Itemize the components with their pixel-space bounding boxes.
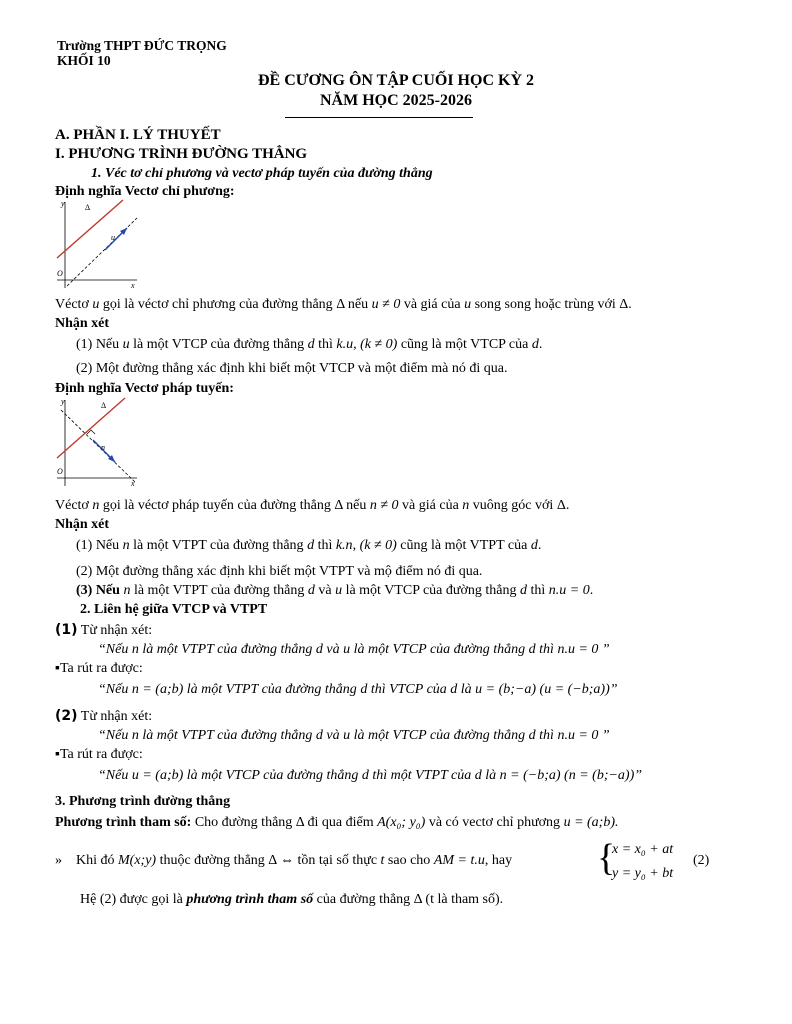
parametric-conclusion: Hệ (2) được gọi là phương trình tham số của đường thẳng Δ (t là tham số). [80, 892, 504, 907]
system-equation-y: y = y₀ + bt [612, 866, 674, 881]
equation-number: (2) [693, 853, 710, 868]
direction-vector-figure [55, 198, 145, 290]
fig2-n-label: n [101, 443, 105, 452]
remark-2-line-2: (2) Một đường thẳng xác định khi biết một VTPT và mộ điểm nó đi qua. [76, 564, 483, 579]
direction-vector-definition: Véctơ u gọi là véctơ chỉ phương của đường thẳng Δ nếu u ≠ 0 và giá của u song song hoặc trùng với Δ. [55, 297, 632, 312]
fig1-x-label: x [131, 281, 135, 290]
relation-quote-3: “Nếu n là một VTPT của đường thẳng d và u là một VTCP của đường thẳng d thì n.u = 0 ” [98, 728, 610, 743]
line-delta [57, 398, 125, 458]
relation-conclusion-2-label: ▪Ta rút ra được: [55, 747, 143, 762]
fig2-x-label: x [131, 479, 135, 488]
relation-observation-1: (1) Từ nhận xét: [55, 622, 153, 638]
fig1-delta-label: Δ [85, 203, 91, 212]
normal-vector-definition: Véctơ n gọi là véctơ pháp tuyến của đường thẳng Δ nếu n ≠ 0 và giá của n vuông góc với Δ. [55, 498, 570, 513]
definition-direction-heading: Định nghĩa Vectơ chỉ phương: [55, 184, 235, 199]
remark-1-line-2: (2) Một đường thẳng xác định khi biết một VTCP và một điểm mà nó đi qua. [76, 361, 508, 376]
remark-1-line-1: (1) Nếu u là một VTCP của đường thẳng d thì k.u, (k ≠ 0) cũng là một VTCP của d. [76, 337, 543, 352]
fig2-origin-label: O [57, 467, 63, 476]
section-a-heading: A. PHẦN I. LÝ THUYẾT [55, 127, 221, 143]
system-brace: { [597, 837, 616, 879]
grade-label: KHỐI 10 [57, 53, 111, 68]
remark-heading-1: Nhận xét [55, 316, 110, 331]
parametric-definition: Phương trình tham số: Cho đường thẳng Δ đi qua điểm A(x₀; y₀) và có vectơ chỉ phương u = (a;b). [55, 815, 619, 830]
relation-quote-1: “Nếu n là một VTPT của đường thẳng d và u là một VTCP của đường thẳng d thì n.u = 0 ” [98, 642, 610, 657]
school-name: Trường THPT ĐỨC TRỌNG [57, 38, 227, 53]
section-i-heading: I. PHƯƠNG TRÌNH ĐƯỜNG THẲNG [55, 146, 308, 162]
doc-subtitle: NĂM HỌC 2025-2026 [320, 92, 472, 109]
fig1-y-label: y [61, 199, 65, 208]
doc-title: ĐỀ CƯƠNG ÔN TẬP CUỐI HỌC KỲ 2 [257, 72, 534, 89]
parametric-condition: » Khi đó M(x;y) thuộc đường thẳng Δ ⇔ tồn tại số thực t sao cho AM = t.u, hay [55, 853, 513, 868]
subsection-1-heading: 1. Véc tơ chỉ phương và vectơ pháp tuyến của đường thẳng [91, 166, 433, 181]
title-underline [285, 117, 473, 118]
fig1-origin-label: O [57, 269, 63, 278]
remark-heading-2: Nhận xét [55, 517, 110, 532]
perpendicular-dashed-line [61, 410, 135, 482]
remark-2-line-3: (3) Nếu n là một VTPT của đường thẳng d và u là một VTCP của đường thẳng d thì n.u = 0. [76, 583, 594, 598]
fig2-delta-label: Δ [101, 401, 107, 410]
system-equation-x: x = x₀ + at [612, 842, 674, 857]
relation-quote-2: “Nếu n = (a;b) là một VTPT của đường thẳng d thì VTCP của d là u = (b;−a) (u = (−b;a))” [98, 682, 618, 697]
fig1-u-label: u [111, 233, 115, 242]
remark-2-line-1: (1) Nếu n là một VTPT của đường thẳng d thì k.n, (k ≠ 0) cũng là một VTPT của d. [76, 538, 542, 553]
relation-conclusion-1-label: ▪Ta rút ra được: [55, 661, 143, 676]
subsection-3-heading: 3. Phương trình đường thẳng [55, 794, 231, 809]
relation-quote-4: “Nếu u = (a;b) là một VTCP của đường thẳng d thì một VTPT của d là n = (−b;a) (n = (b;−a))” [98, 768, 643, 783]
fig2-y-label: y [61, 397, 65, 406]
relation-observation-2: (2) Từ nhận xét: [55, 708, 153, 724]
subsection-2-heading: 2. Liên hệ giữa VTCP và VTPT [80, 602, 268, 617]
normal-vector-figure [55, 396, 145, 488]
definition-normal-heading: Định nghĩa Vectơ pháp tuyến: [55, 381, 234, 396]
